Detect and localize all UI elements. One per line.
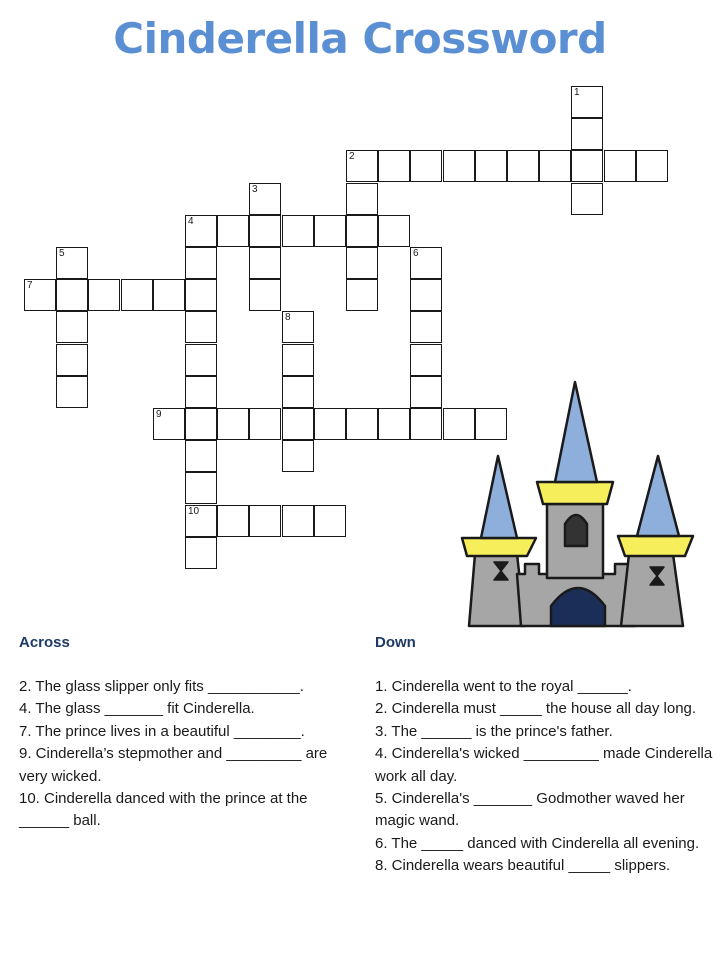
crossword-cell[interactable] (185, 472, 217, 504)
clue-number: 10 (188, 506, 200, 517)
crossword-cell[interactable] (539, 150, 571, 182)
page-title: Cinderella Crossword (113, 14, 607, 63)
clue-number: 1 (574, 87, 580, 98)
crossword-cell[interactable] (346, 150, 378, 182)
down-clue-6: 6. The _____ danced with Cinderella all evening. (375, 834, 700, 852)
crossword-cell[interactable] (153, 408, 185, 440)
left-tower-trim (462, 538, 536, 556)
crossword-cell[interactable] (282, 311, 314, 343)
crossword-cell[interactable] (282, 408, 314, 440)
crossword-cell[interactable] (571, 150, 603, 182)
crossword-cell[interactable] (121, 279, 153, 311)
down-clue-8: 8. Cinderella wears beautiful _____ slippers. (375, 857, 671, 875)
crossword-cell[interactable] (185, 311, 217, 343)
crossword-cell[interactable] (56, 311, 88, 343)
crossword-cell[interactable] (410, 279, 442, 311)
crossword-cell[interactable] (56, 344, 88, 376)
crossword-cell[interactable] (185, 215, 217, 247)
across-heading: Across (19, 634, 70, 651)
crossword-cell[interactable] (346, 279, 378, 311)
crossword-cell[interactable] (153, 279, 185, 311)
crossword-cell[interactable] (507, 150, 539, 182)
crossword-cell[interactable] (185, 537, 217, 569)
clue-number: 9 (156, 409, 162, 420)
crossword-cell[interactable] (282, 376, 314, 408)
crossword-cell[interactable] (185, 505, 217, 537)
crossword-cell[interactable] (410, 376, 442, 408)
crossword-cell[interactable] (282, 505, 314, 537)
crossword-cell[interactable] (249, 183, 281, 215)
center-tower-trim (537, 482, 613, 504)
clue-number: 7 (27, 280, 33, 291)
crossword-cell[interactable] (217, 408, 249, 440)
crossword-cell[interactable] (443, 150, 475, 182)
right-spire (637, 456, 679, 536)
clue-number: 5 (59, 248, 65, 259)
clue-number: 6 (413, 248, 419, 259)
across-clue-2: 2. The glass slipper only fits ___________. (19, 678, 304, 695)
clue-number: 3 (252, 184, 258, 195)
crossword-cell[interactable] (185, 247, 217, 279)
crossword-cell[interactable] (378, 408, 410, 440)
crossword-cell[interactable] (24, 279, 56, 311)
crossword-cell[interactable] (282, 440, 314, 472)
crossword-cell[interactable] (185, 376, 217, 408)
crossword-cell[interactable] (249, 408, 281, 440)
crossword-cell[interactable] (604, 150, 636, 182)
clue-number: 4 (188, 216, 194, 227)
crossword-cell[interactable] (378, 215, 410, 247)
tower-window (565, 515, 587, 546)
crossword-cell[interactable] (185, 344, 217, 376)
crossword-cell[interactable] (410, 344, 442, 376)
crossword-cell[interactable] (185, 408, 217, 440)
crossword-cell[interactable] (249, 247, 281, 279)
crossword-cell[interactable] (185, 279, 217, 311)
across-clue-9: 9. Cinderella’s stepmother and _________ are very wicked. (19, 745, 328, 785)
crossword-cell[interactable] (56, 279, 88, 311)
clue-number: 2 (349, 151, 355, 162)
crossword-cell[interactable] (346, 183, 378, 215)
crossword-cell[interactable] (410, 408, 442, 440)
down-clues (375, 632, 715, 878)
down-clue-1: 1. Cinderella went to the royal ______. (375, 678, 632, 695)
crossword-cell[interactable] (378, 150, 410, 182)
across-clues (19, 632, 357, 833)
crossword-cell[interactable] (346, 247, 378, 279)
crossword-cell[interactable] (314, 505, 346, 537)
crossword-cell[interactable] (56, 376, 88, 408)
center-spire (555, 382, 597, 482)
crossword-cell[interactable] (410, 150, 442, 182)
crossword-cell[interactable] (346, 215, 378, 247)
crossword-cell[interactable] (571, 183, 603, 215)
crossword-cell[interactable] (346, 408, 378, 440)
crossword-cell[interactable] (571, 86, 603, 118)
crossword-cell[interactable] (249, 215, 281, 247)
down-heading: Down (375, 634, 416, 651)
right-tower (621, 554, 683, 626)
crossword-cell[interactable] (571, 118, 603, 150)
crossword-cell[interactable] (410, 311, 442, 343)
across-clue-4: 4. The glass _______ fit Cinderella. (19, 700, 255, 718)
clue-number: 8 (285, 312, 291, 323)
right-tower-trim (618, 536, 693, 556)
crossword-cell[interactable] (249, 279, 281, 311)
across-clue-10: 10. Cinderella danced with the prince at the ______ ball. (19, 790, 308, 830)
crossword-cell[interactable] (314, 215, 346, 247)
down-clue-2: 2. Cinderella must _____ the house all day long. (375, 700, 697, 718)
crossword-cell[interactable] (410, 247, 442, 279)
down-clue-3: 3. The ______ is the prince's father. (375, 722, 613, 740)
crossword-cell[interactable] (475, 150, 507, 182)
across-clue-7: 7. The prince lives in a beautiful ________. (19, 722, 305, 740)
crossword-cell[interactable] (217, 505, 249, 537)
left-spire (481, 456, 517, 538)
crossword-cell[interactable] (282, 344, 314, 376)
crossword-cell[interactable] (249, 505, 281, 537)
crossword-cell[interactable] (217, 215, 249, 247)
crossword-cell[interactable] (636, 150, 668, 182)
crossword-cell[interactable] (282, 215, 314, 247)
crossword-cell[interactable] (56, 247, 88, 279)
down-clue-4: 4. Cinderella's wicked _________ made Cinderella work all day. (375, 745, 713, 785)
crossword-cell[interactable] (185, 440, 217, 472)
crossword-cell[interactable] (88, 279, 120, 311)
castle-illustration (455, 378, 700, 630)
down-clue-5: 5. Cinderella's _______ Godmother waved her magic wand. (375, 790, 685, 830)
crossword-cell[interactable] (314, 408, 346, 440)
